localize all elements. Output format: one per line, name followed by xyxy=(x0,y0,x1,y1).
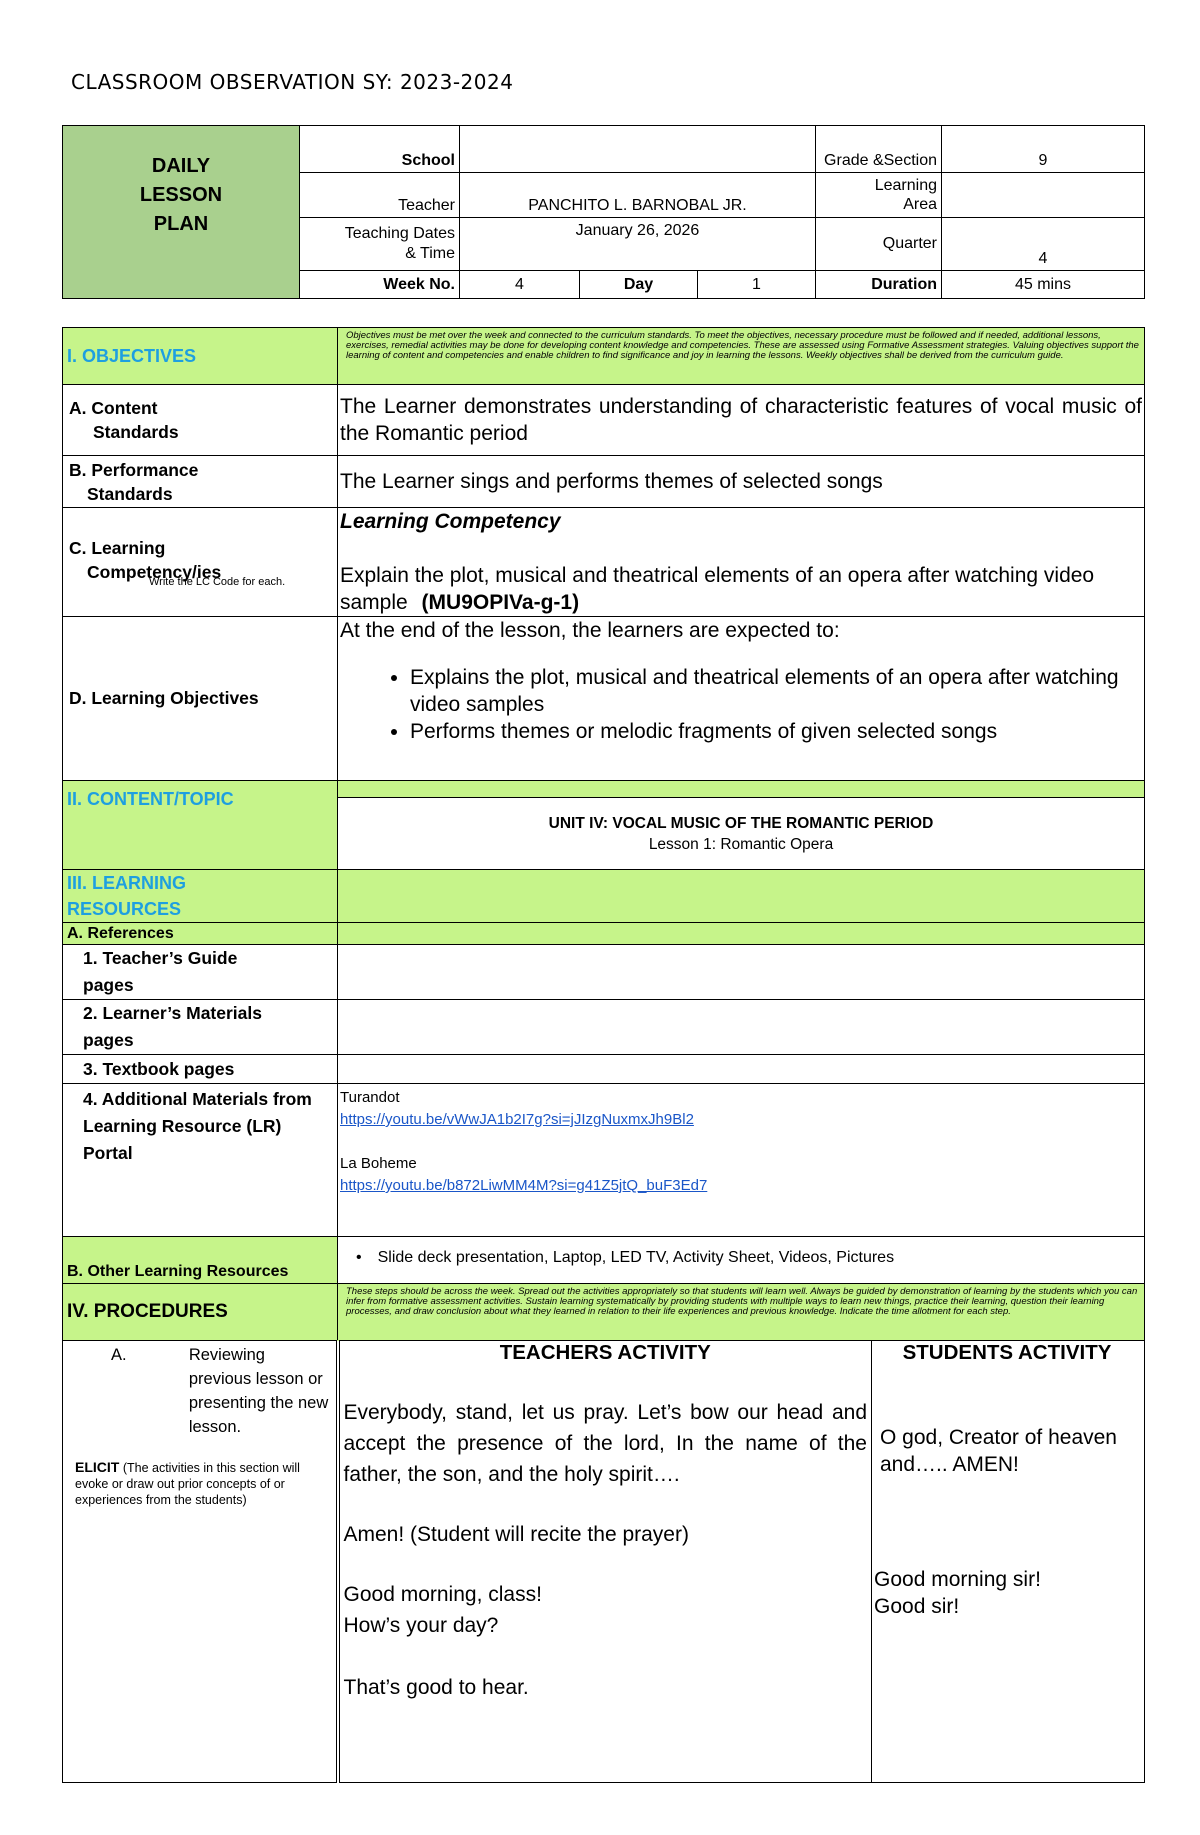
duration-label: Duration xyxy=(816,271,942,299)
content-standards-text: The Learner demonstrates understanding of characteristic features of vocal music of the Romantic period xyxy=(338,385,1145,456)
grade-value: 9 xyxy=(942,126,1145,173)
teacher-label: Teacher xyxy=(300,173,460,218)
elicit-text: (The activities in this section will evoke or draw out prior concepts of or experiences from the students) xyxy=(75,1461,300,1507)
students-activity-cell xyxy=(872,1341,1145,1783)
content-topic-cell xyxy=(338,798,1145,870)
area-value xyxy=(942,173,1145,218)
textbook-label: 3. Textbook pages xyxy=(63,1055,338,1084)
page-title: CLASSROOM OBSERVATION SY: 2023-2024 xyxy=(71,70,514,94)
week-value: 4 xyxy=(460,271,580,299)
competency-code: (MU9OPIVa-g-1) xyxy=(421,591,580,614)
grade-label: Grade &Section xyxy=(816,126,942,173)
learning-objectives-label: D. Learning Objectives xyxy=(63,617,338,781)
content-heading: II. CONTENT/TOPIC xyxy=(67,789,234,809)
other-resources-label: B. Other Learning Resources xyxy=(63,1237,338,1284)
procedures-heading: IV. PROCEDURES xyxy=(63,1284,338,1341)
teacher-line: That’s good to hear. xyxy=(343,1676,529,1699)
procedure-a-text: Reviewing previous lesson or presenting the new lesson. xyxy=(188,1346,329,1436)
dates-label-line: & Time xyxy=(405,245,455,262)
competency-label xyxy=(63,508,338,617)
additional-materials-cell xyxy=(338,1084,1145,1237)
objectives-heading: I. OBJECTIVES xyxy=(67,345,197,366)
teacher-line: Good morning, class! xyxy=(343,1583,542,1606)
performance-standards-text: The Learner sings and performs themes of selected songs xyxy=(338,456,1145,508)
school-value xyxy=(460,126,816,173)
learners-materials-value xyxy=(338,1000,1145,1055)
dates-value: January 26, 2026 xyxy=(460,218,816,271)
competency-label-line: Competency/ies xyxy=(87,562,222,582)
duration-value: 45 mins xyxy=(942,271,1145,299)
textbook-value xyxy=(338,1055,1145,1084)
other-resources-cell xyxy=(338,1237,1145,1284)
procedure-a-cell xyxy=(63,1341,338,1783)
content-heading-cell xyxy=(63,781,338,870)
dates-label-line: Teaching Dates xyxy=(344,225,455,242)
dlp-line: PLAN xyxy=(153,213,209,235)
lesson-plan-table xyxy=(62,327,1145,1783)
learning-objectives-cell xyxy=(338,617,1145,781)
references-label: A. References xyxy=(63,923,338,945)
resources-strip xyxy=(338,870,1145,923)
content-strip xyxy=(338,781,1145,798)
unit-title: UNIT IV: VOCAL MUSIC OF THE ROMANTIC PERIOD xyxy=(548,814,934,832)
competency-label-line: C. Learning xyxy=(69,538,166,558)
students-activity-heading: STUDENTS ACTIVITY xyxy=(902,1341,1112,1364)
competency-description: Explain the plot, musical and theatrical elements of an opera after watching video sample xyxy=(340,564,1095,614)
dlp-cell xyxy=(63,126,300,299)
day-value: 1 xyxy=(698,271,816,299)
other-resources-text: Slide deck presentation, Laptop, LED TV, Activity Sheet, Videos, Pictures xyxy=(377,1249,895,1266)
quarter-label: Quarter xyxy=(816,218,942,271)
material-title: Turandot xyxy=(340,1089,400,1106)
procedures-note: These steps should be across the week. Spread out the activities appropriately so that students will learn well. Always be guided by demonstration of learning by the students which you can infer from formative assessment activities. Sustain learning systematically by providing students with multiple ways to learn new things, practice their learning, question their learning processes, and draw conclusion about what they learned in relation to their life experiences and previous knowledge. Indicate the time allotment for each step. xyxy=(338,1284,1145,1341)
competency-sub: Write the LC Code for each. xyxy=(149,576,286,588)
competency-cell xyxy=(338,508,1145,617)
teacher-line: How’s your day? xyxy=(343,1614,499,1637)
dlp-line: LESSON xyxy=(139,184,223,206)
content-standards-label-line: A. Content xyxy=(69,398,158,418)
teacher-line: Everybody, stand, let us pray. Let’s bow our head and accept the presence of the lord, In the name of the father, the son, and the holy spirit…. xyxy=(343,1401,867,1486)
elicit-bold: ELICIT xyxy=(75,1459,120,1475)
header-table xyxy=(62,125,1145,299)
objectives-heading-cell xyxy=(63,328,338,385)
dlp-line: DAILY xyxy=(151,155,211,177)
performance-standards-label xyxy=(63,456,338,508)
school-label: School xyxy=(300,126,460,173)
learners-materials-label: 2. Learner’s Materials pages xyxy=(63,1000,338,1055)
content-standards-label xyxy=(63,385,338,456)
lesson-title: Lesson 1: Romantic Opera xyxy=(648,835,834,853)
area-label-line: Learning xyxy=(874,177,937,194)
dates-label xyxy=(300,218,460,271)
list-item: • Performs themes or melodic fragments of given selected songs xyxy=(410,718,1140,745)
references-strip xyxy=(338,923,1145,945)
turandot-link[interactable]: https://youtu.be/vWwJA1b2I7g?si=jJIzgNuxmxJh9Bl2 xyxy=(340,1111,694,1128)
learning-objectives-intro: At the end of the lesson, the learners are expected to: xyxy=(340,619,840,642)
area-label-line: Area xyxy=(903,196,937,213)
objectives-note: Objectives must be met over the week and connected to the curriculum standards. To meet the objectives, necessary procedure must be followed and if needed, additional lessons, exercises, remedial activities may be done for developing content knowledge and competencies. These are assessed using Formative Assessment strategies. Valuing objectives support the learning of content and competencies and enable children to find significance and joy in learning the lessons. Weekly objectives shall be derived from the curriculum guide. xyxy=(338,328,1145,385)
student-line: Good sir! xyxy=(874,1595,960,1618)
area-label xyxy=(816,173,942,218)
bullet: • xyxy=(356,1249,362,1266)
content-standards-label-line: Standards xyxy=(93,422,179,442)
week-label: Week No. xyxy=(300,271,460,299)
procedure-a xyxy=(67,1343,332,1439)
resources-heading: III. LEARNING RESOURCES xyxy=(67,873,187,919)
procedure-a-marker: A. xyxy=(111,1346,127,1364)
teachers-activity-cell xyxy=(338,1341,872,1783)
teachers-guide-value xyxy=(338,945,1145,1000)
performance-standards-label-line: B. Performance xyxy=(69,459,199,480)
material-title: La Boheme xyxy=(340,1155,417,1172)
performance-standards-label-line: Standards xyxy=(87,483,173,504)
quarter-value: 4 xyxy=(942,218,1145,271)
la-boheme-link[interactable]: https://youtu.be/b872LiwMM4M?si=g41Z5jtQ_buF3Ed7 xyxy=(340,1177,708,1194)
additional-materials-label: 4. Additional Materials from Learning Resource (LR) Portal xyxy=(63,1084,338,1237)
elicit-note xyxy=(67,1459,332,1508)
competency-text xyxy=(340,562,1140,616)
learning-objectives-list xyxy=(340,664,1140,745)
teacher-line: Amen! (Student will recite the prayer) xyxy=(343,1523,689,1546)
competency-heading: Learning Competency xyxy=(340,510,561,533)
list-item: • Explains the plot, musical and theatrical elements of an opera after watching video samples xyxy=(410,664,1140,718)
day-label: Day xyxy=(580,271,698,299)
student-line: O god, Creator of heaven and….. AMEN! xyxy=(880,1426,1117,1476)
teacher-value: PANCHITO L. BARNOBAL JR. xyxy=(460,173,816,218)
teachers-activity-heading: TEACHERS ACTIVITY xyxy=(499,1341,711,1364)
teachers-guide-label: 1. Teacher’s Guide pages xyxy=(63,945,338,1000)
student-line: Good morning sir! xyxy=(874,1568,1041,1591)
resources-heading-cell xyxy=(63,870,338,923)
